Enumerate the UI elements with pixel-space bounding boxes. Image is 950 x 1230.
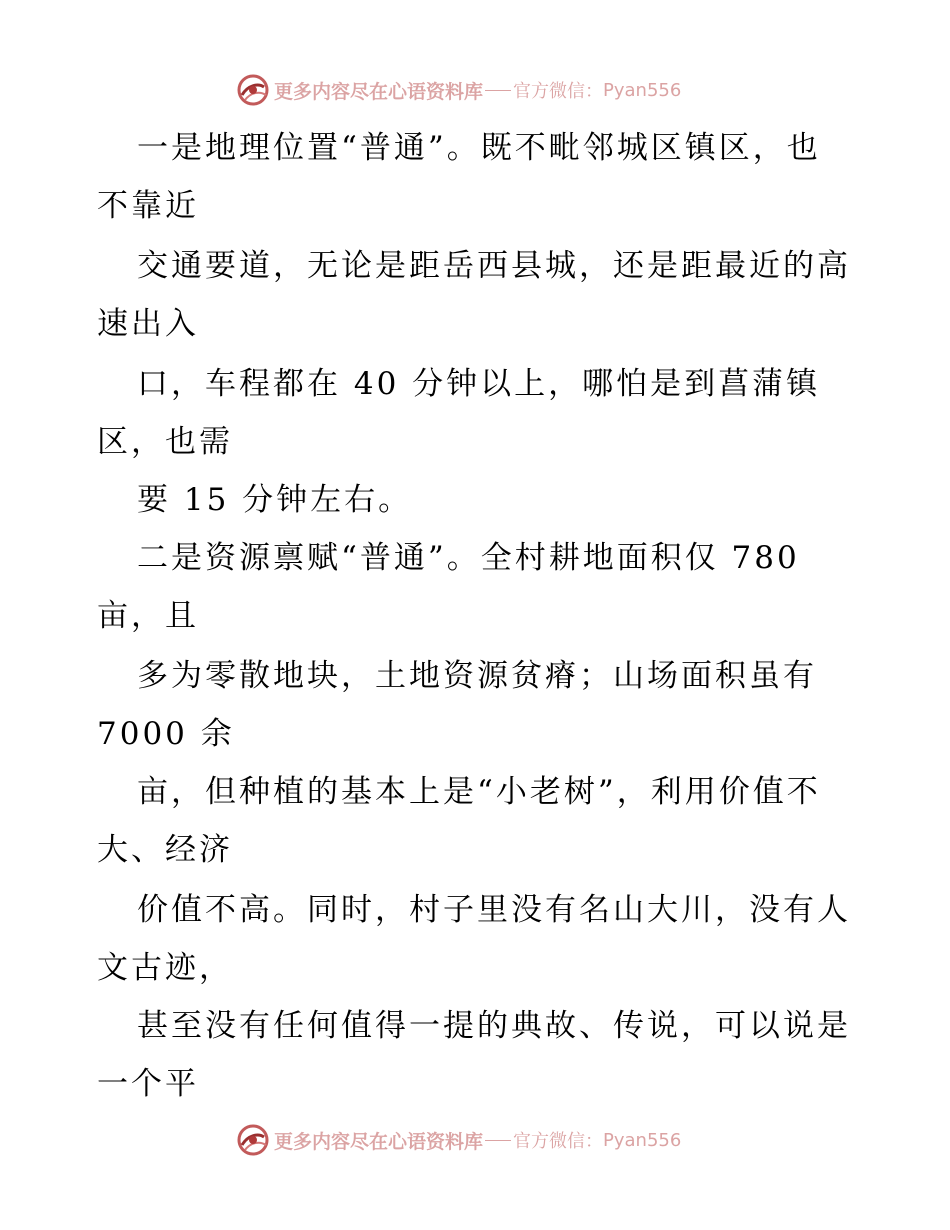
text-line: 区，也需	[97, 424, 233, 460]
watermark-wechat-id: Pyan556	[603, 79, 682, 101]
watermark-main-text: 更多内容尽在心语资料库	[274, 1130, 484, 1153]
watermark-dash	[485, 1140, 511, 1141]
text-line: 不靠近	[97, 188, 199, 224]
text-line: 亩，但种植的基本上是“小老树”，利用价值不	[137, 774, 821, 810]
text-line: 口，车程都在 40 分钟以上，哪怕是到菖蒲镇	[137, 366, 821, 402]
swirl-logo-icon	[236, 1123, 270, 1157]
text-line: 7000 余	[97, 716, 235, 752]
text-line: 价值不高。同时，村子里没有名山大川，没有人	[137, 892, 851, 928]
text-line: 一个平	[97, 1066, 199, 1102]
watermark-dash	[485, 90, 511, 91]
text-line: 多为零散地块，土地资源贫瘠；山场面积虽有	[137, 658, 817, 694]
watermark-official-label: 官方微信：	[513, 81, 604, 102]
text-line: 速出入	[97, 306, 199, 342]
text-line: 要 15 分钟左右。	[137, 482, 413, 518]
footer-watermark	[236, 1122, 681, 1158]
text-line: 文古迹，	[97, 950, 233, 986]
watermark-wechat-id: Pyan556	[603, 1129, 682, 1151]
watermark-main-text: 更多内容尽在心语资料库	[274, 80, 484, 103]
text-line: 亩，且	[97, 598, 199, 634]
text-line: 一是地理位置“普通”。既不毗邻城区镇区，也	[137, 130, 821, 166]
text-line: 大、经济	[97, 832, 233, 868]
swirl-logo-icon	[236, 73, 270, 107]
text-line: 甚至没有任何值得一提的典故、传说，可以说是	[137, 1008, 851, 1044]
text-line: 交通要道，无论是距岳西县城，还是距最近的高	[137, 248, 851, 284]
header-watermark	[236, 72, 681, 108]
watermark-official-label: 官方微信：	[513, 1131, 604, 1152]
text-line: 二是资源禀赋“普通”。全村耕地面积仅 780	[137, 540, 800, 576]
